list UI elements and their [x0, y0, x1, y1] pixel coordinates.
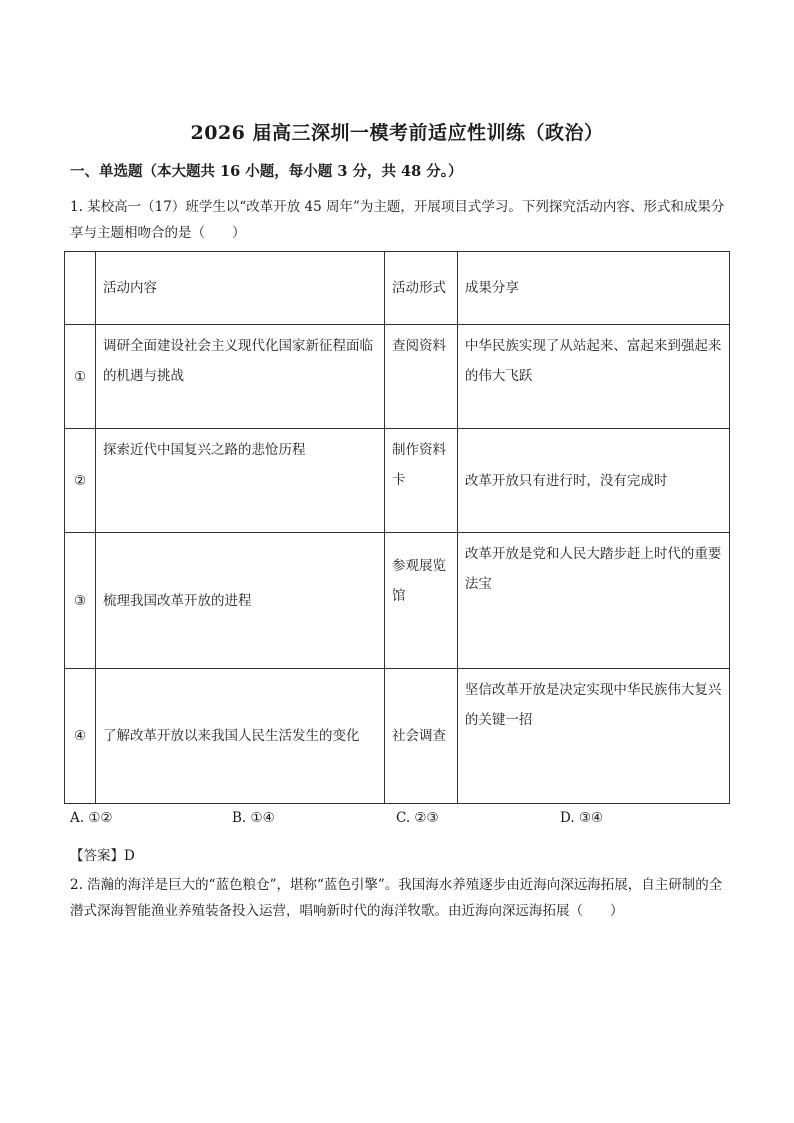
activity-form: 查阅资料 [385, 325, 458, 429]
section-heading: 一、单选题（本大题共 16 小题，每小题 3 分，共 48 分。） [70, 163, 463, 180]
row-number: ① [65, 325, 96, 429]
question-1-stem: 1. 某校高一（17）班学生以“改革开放 45 周年”为主题，开展项目式学习。下列探究活动内容、形式和成果分享与主题相吻合的是（ ） [70, 199, 725, 241]
activity-form: 参观展览馆 [385, 533, 458, 669]
table-row [65, 669, 730, 804]
activity-content: 了解改革开放以来我国人民生活发生的变化 [95, 669, 384, 804]
option-a: A. ①② [70, 810, 113, 826]
activity-form: 社会调查 [385, 669, 458, 804]
activity-result: 坚信改革开放是决定实现中华民族伟大复兴的关键一招 [457, 669, 729, 804]
table-row [65, 533, 730, 669]
table-row [65, 429, 730, 533]
question-1-answer: 【答案】D [70, 848, 135, 864]
option-d: D. ③④ [560, 810, 604, 826]
page-title: 2026 届高三深圳一模考前适应性训练（政治） [190, 122, 604, 144]
question-2-stem: 2. 浩瀚的海洋是巨大的“蓝色粮仓”，堪称“蓝色引擎”。我国海水养殖逐步由近海向深远海拓展，自主研制的全潜式深海智能渔业养殖装备投入运营，唱响新时代的海洋牧歌。由近海向深远海拓展（ ） [70, 877, 723, 919]
row-number: ④ [65, 669, 96, 804]
activity-content: 调研全面建设社会主义现代化国家新征程面临的机遇与挑战 [95, 325, 384, 429]
question-1-table [64, 251, 730, 804]
option-c: C. ②③ [396, 810, 439, 826]
activity-result: 改革开放是党和人民大踏步赶上时代的重要法宝 [457, 533, 729, 669]
activity-content: 梳理我国改革开放的进程 [95, 533, 384, 669]
table-header-row [65, 252, 730, 325]
header-cell-form: 活动形式 [385, 252, 458, 325]
header-cell-num [65, 252, 96, 325]
table-row [65, 325, 730, 429]
header-cell-result: 成果分享 [457, 252, 729, 325]
activity-result: 改革开放只有进行时，没有完成时 [457, 429, 729, 533]
header-cell-content: 活动内容 [95, 252, 384, 325]
activity-form: 制作资料卡 [385, 429, 458, 533]
activity-result: 中华民族实现了从站起来、富起来到强起来的伟大飞跃 [457, 325, 729, 429]
row-number: ② [65, 429, 96, 533]
option-b: B. ①④ [232, 810, 275, 826]
row-number: ③ [65, 533, 96, 669]
activity-content: 探索近代中国复兴之路的悲怆历程 [95, 429, 384, 533]
